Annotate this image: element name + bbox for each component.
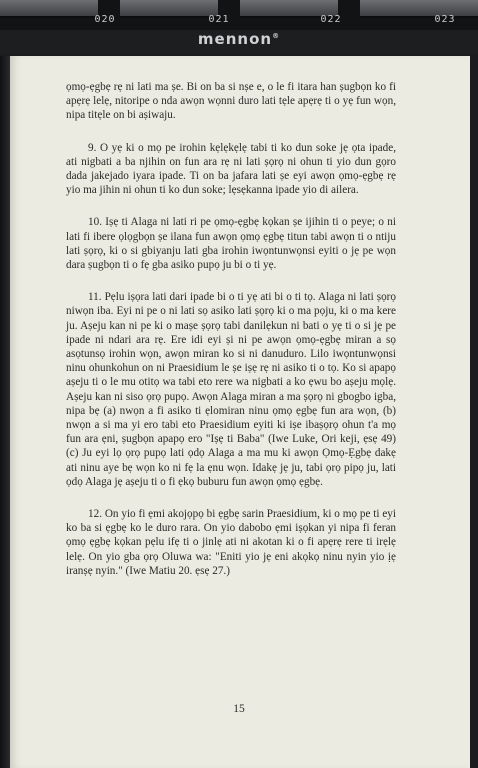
brand-name: mennon [197,30,273,48]
paragraph-9 [66,141,396,198]
paragraph-continued [66,80,396,123]
paragraph-text: 9. O yẹ ki o mọ pe irohin kẹlẹkẹlẹ tabi ti ko dun soke jẹ ọta ipade, ati nigbati a ba njihin on fun ara rẹ ni lati ṣọrọ ni ohun ti yio dun gọro dada jakejado iyara ipade. Ti on ba jafara lati ṣe eyi awọn ọmọ-ẹgbẹ rẹ yio ma jihin ni ohun ti ko dun soke; lẹsẹkanna ipade yio di ailera. [66,141,396,197]
paragraph-10 [66,215,396,272]
frame-number: 022 [320,14,342,25]
frame-number: 020 [94,14,116,25]
paragraph-text: 10. Iṣẹ ti Alaga ni lati ri pe ọmọ-ẹgbẹ kọkan ṣe ijihin ti o peye; o ni lati fi ibere ọlọgbọn ṣe ilana fun awọn ọmọ ẹgbẹ titun tabi awọn ti o ntiju lati ṣọrọ, ki o si gbiyanju lati gba irohin iwọntunwọnsi eyiti o jẹ pe wọn dara ṣugbọn ti o fẹ gba asiko pupọ ju bi o ti yẹ. [66,216,396,272]
paragraph-12 [66,507,396,578]
film-strip [0,0,478,32]
scanner-brand-logo [0,30,478,48]
body-text [66,80,396,596]
book-binding [0,56,10,768]
paragraph-11 [66,290,396,489]
paragraph-text: ọmọ-ẹgbẹ rẹ ni lati ma ṣe. Bi on ba si nṣe e, o le fi itara han ṣugbọn ko fi apẹrẹ lelẹ, nitoripe o nda awọn wọnni duro lati tẹle apẹrẹ ti o yẹ fun wọn, nipa titẹle on bi aṣiwaju. [66,81,396,122]
registered-mark: ® [272,32,281,40]
frame-number: 021 [208,14,230,25]
frame-number: 023 [434,14,456,25]
paragraph-text: 11. Pẹlu iṣọra lati dari ipade bi o ti yẹ ati bi o ti tọ. Alaga ni lati ṣọrọ niwọn iba. Eyi ni pe o ni lati sọ asiko lati ṣọrọ ki o ma pọju, ki o ma kere ju. Aṣeju kan ni pe ki o maṣe ṣọrọ tabi danilẹkun ni bati o yẹ ti o si jẹ pe ipade ni ndari ara rẹ. Ere idi eyi ṣi ni pe awọn ọmọ-ẹgbẹ miran a sọ asọtunsọ irohin wọn, awọn miran ko si ni danuduro. Lilo iwọntunwọnsi ninu ohunkohun on ni Praesidium le ṣe iṣẹ rẹ ni asiko ti o tọ. Ko si apapọ aṣeju ti o le mu otitọ wa tabi eto rere wa nigbati a ko ẹwu bo aṣeju mọlẹ. Aṣeju kan ni siso ọrọ pupọ. Awọn Alaga miran a ma ṣọrọ ni gbogbo igba, nipa bẹ (a) nwọn a fi asiko ti ẹlomiran ninu ọmọ ẹgbẹ fun ara wọn, (b) nwọn a si ma yi ero tabi eto Praesidium eyiti ki iṣe ibaṣọrọ ohun t'a mọ fun ara ẹni, ṣugbọn apapọ ero "Iṣẹ ti Baba" (Iwe Luke, Ori keji, ẹsẹ 49) (c) Ju eyi lọ ọrọ pupọ lati ọdọ Alaga a ma mu ki awọn Ọmọ-Ẹgbẹ dakẹ ati ninu aye bẹ wọn ko ni fẹ la ẹnu wọn. Idakẹ jẹ ju, tabi ọrọ pipọ ju, lati ọdọ Alaga jẹ aṣeju ti o fi ẹkọ buburu fun awọn ọmọ ẹgbẹ. [66,291,396,488]
paragraph-text: 12. On yio fi ẹmi akojọpọ bi ẹgbẹ sarin Praesidium, ki o mọ pe ti eyi ko ba si ẹgbẹ ko le duro rara. On yio dabobo ẹmi iṣọkan yi nipa fi feran ọmọ ẹgbẹ kọkan pẹlu ifẹ ti o jinlẹ ati ni akotan ki o fi apẹrẹ rere ti irẹlẹ lelẹ. On yio gba ọrọ Oluwa wa: "Eniti yio jẹ eni akọkọ ninu nyin yio ịẹ iranṣẹ nyin." (Iwe Matiu 20. ẹsẹ 27.) [66,508,396,577]
page-number: 15 [233,703,245,715]
